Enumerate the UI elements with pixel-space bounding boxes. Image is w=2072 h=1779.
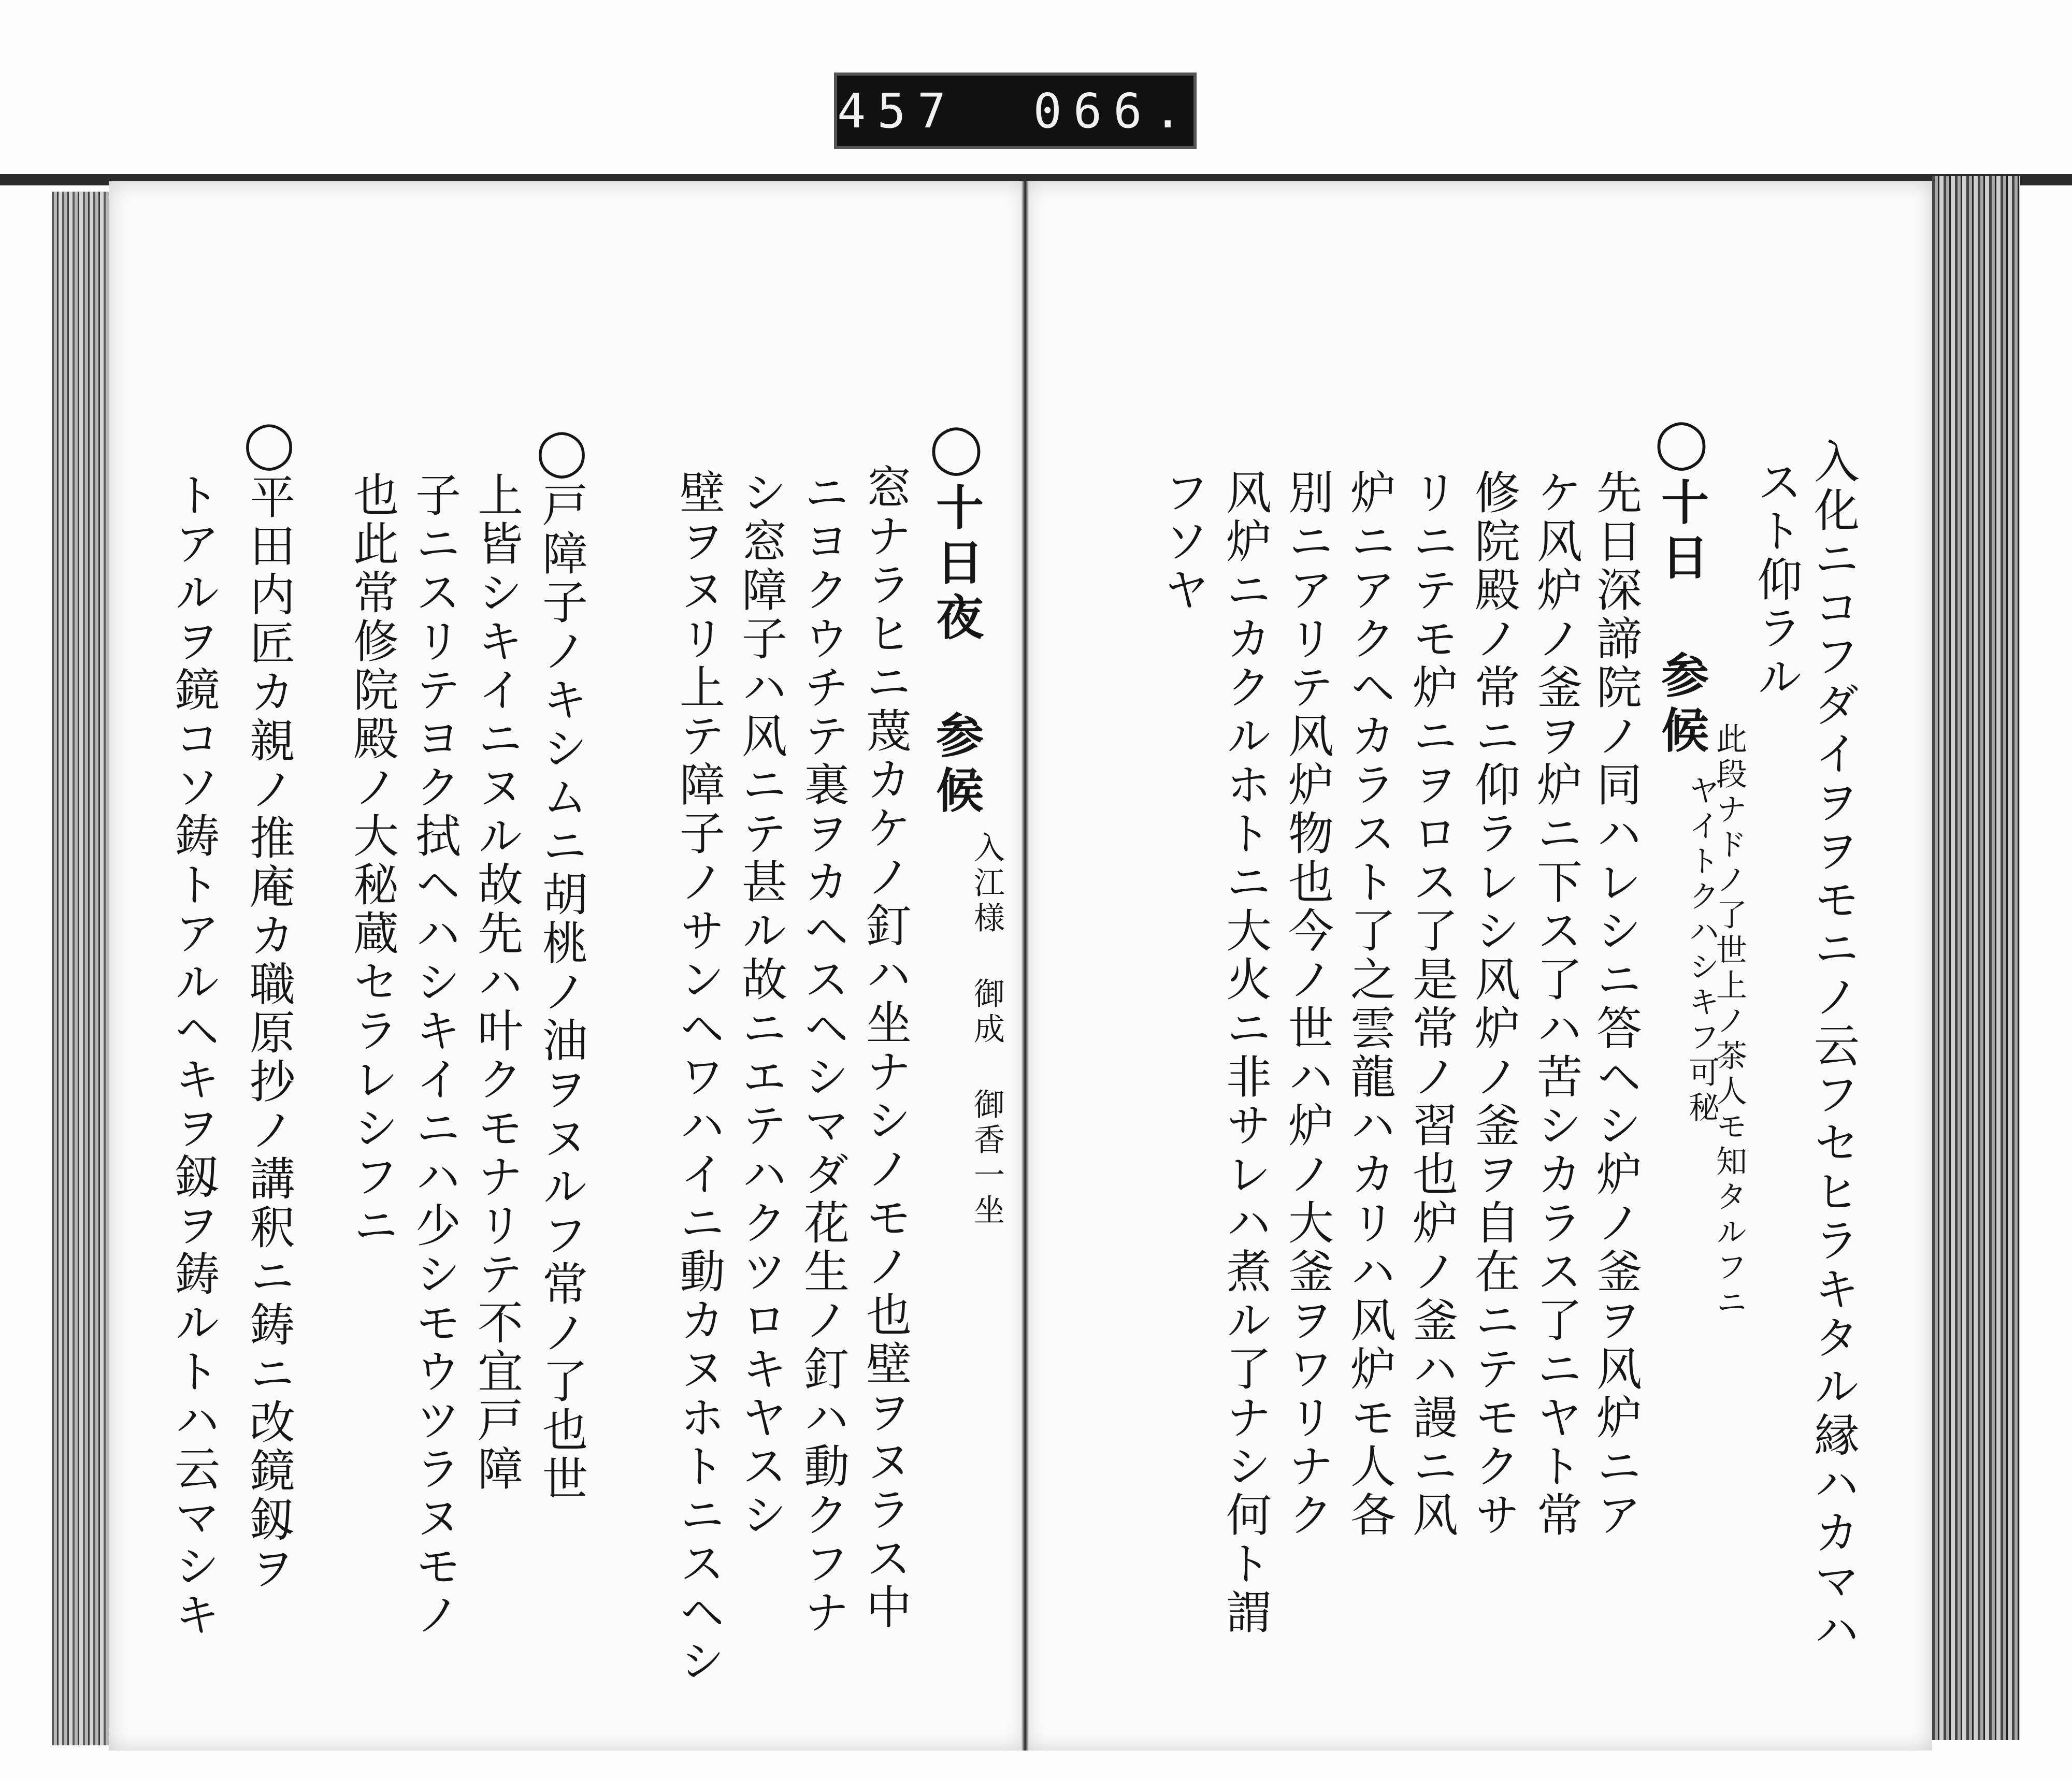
text-column: 也此常修院殿ノ大秘蔵セラレシフニ <box>346 471 399 1250</box>
volume-number: 457 <box>837 83 958 139</box>
text-column: ニヨクウチテ裏ヲカヘスヘシマダ花生ノ釘ハ動クフナ <box>797 469 850 1637</box>
text-column: ◯戸障子ノキシムニ胡桃ノ油ヲヌルフ常ノ了也世 <box>535 425 588 1503</box>
text-column: 別ニアリテ风炉物也今ノ世ハ炉ノ大釜ヲワリナク <box>1281 469 1334 1540</box>
frame-label-plate <box>834 73 1197 149</box>
text-column: フソヤ <box>1157 469 1210 615</box>
left-page-edges <box>52 192 109 1745</box>
entry-heading: ◯十日 参候 <box>1653 414 1709 760</box>
text-column: 风炉ニカクルホトニ大火ニ非サレハ煮ル了ナシ何ト謂 <box>1219 469 1272 1637</box>
entry-heading: ◯十日夜 参候 <box>928 420 984 820</box>
right-page-edges <box>1932 176 2020 1740</box>
text-column: 修院殿ノ常ニ仰ラレシ风炉ノ釜ヲ自在ニテモクサ <box>1467 469 1521 1540</box>
text-column: 上皆シキイニヌル故先ハ叶クモナリテ不宜戸障 <box>470 471 524 1494</box>
frame-number: 066. <box>1033 83 1193 139</box>
text-column: 入化ニコフダイヲヲモニノ云フセヒラキタル縁ハカマハ <box>1807 438 1860 1655</box>
text-column: 窓ナラヒニ蔑カケノ釘ハ坐ナシノモノ也壁ヲヌラス中 <box>859 464 912 1632</box>
text-column: ケ风炉ノ釜ヲ炉ニ下ス了ハ苦シカラス了ニヤト常 <box>1530 469 1583 1540</box>
text-column: 子ニスリテヨク拭ヘハシキイニハ少シモウツラヌモノ <box>408 471 462 1640</box>
text-column: 先日深諦院ノ同ハレシニ答ヘシ炉ノ釜ヲ风炉ニア <box>1589 469 1643 1540</box>
text-column: 炉ニアクヘカラスト了之雲龍ハカリハ风炉モ人各 <box>1343 469 1397 1540</box>
text-column: ◯平田内匠カ親ノ推庵カ職原抄ノ講釈ニ鋳ニ改鏡釼ヲ <box>242 417 296 1593</box>
annotation-column: 此段ナドノ了世上ノ茶人モ知タルフニ <box>1711 722 1747 1321</box>
annotation-column: 入江様 御成 御香一坐 <box>969 831 1005 1229</box>
text-column: スト仰ラル <box>1750 458 1803 702</box>
text-column: 壁ヲヌリ上テ障子ノサンヘワハイニ動カヌホトニスヘシ <box>672 469 726 1686</box>
annotation-column: ヤイトクハシキフ可秘 <box>1684 774 1720 1126</box>
text-column: トアルヲ鏡コソ鋳トアルヘキヲ釼ヲ鋳ルトハ云マシキ <box>167 471 221 1640</box>
text-column: シ窓障子ハ风ニテ甚ル故ニエテハクツロキヤスシ <box>735 469 788 1540</box>
book-gutter <box>1021 181 1029 1751</box>
text-column: リニテモ炉ニヲロス了是常ノ習也炉ノ釜ハ謾ニ风 <box>1405 469 1459 1540</box>
